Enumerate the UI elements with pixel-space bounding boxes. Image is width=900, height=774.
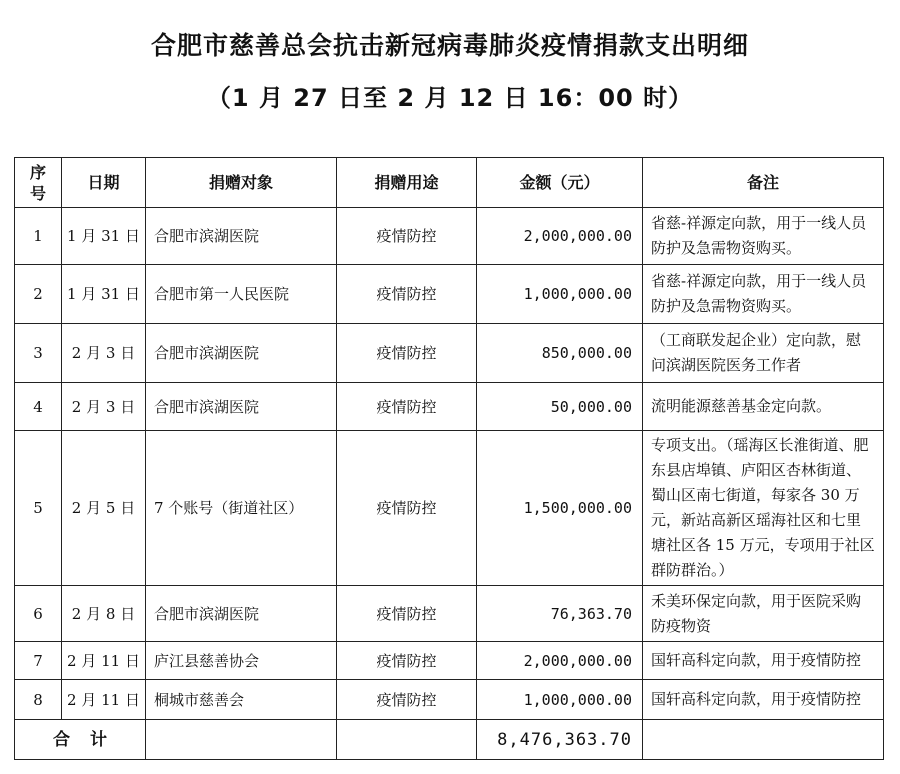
cell-note: 省慈-祥源定向款，用于一线人员防护及急需物资购买。 (643, 208, 884, 265)
cell-purpose: 疫情防控 (337, 265, 477, 324)
cell-date: 2 月 5 日 (62, 431, 146, 586)
cell-purpose: 疫情防控 (337, 586, 477, 642)
cell-date: 2 月 8 日 (62, 586, 146, 642)
cell-target: 庐江县慈善协会 (146, 642, 337, 680)
table-row (15, 383, 884, 431)
cell-amount: 2,000,000.00 (477, 642, 643, 680)
cell-target: 合肥市第一人民医院 (146, 265, 337, 324)
header-target: 捐赠对象 (146, 158, 337, 208)
cell-amount: 2,000,000.00 (477, 208, 643, 265)
cell-target: 合肥市滨湖医院 (146, 208, 337, 265)
cell-seq: 4 (15, 383, 62, 431)
cell-amount: 1,000,000.00 (477, 680, 643, 720)
table-header-row (15, 158, 884, 208)
table-row (15, 642, 884, 680)
total-empty-cell (337, 720, 477, 760)
total-label: 合计 (15, 720, 146, 760)
cell-purpose: 疫情防控 (337, 208, 477, 265)
cell-amount: 50,000.00 (477, 383, 643, 431)
header-amount: 金额（元） (477, 158, 643, 208)
cell-seq: 6 (15, 586, 62, 642)
cell-date: 1 月 31 日 (62, 208, 146, 265)
cell-seq: 8 (15, 680, 62, 720)
cell-note: 省慈-祥源定向款，用于一线人员防护及急需物资购买。 (643, 265, 884, 324)
cell-target: 合肥市滨湖医院 (146, 586, 337, 642)
cell-target: 桐城市慈善会 (146, 680, 337, 720)
cell-note: （工商联发起企业）定向款，慰问滨湖医院医务工作者 (643, 324, 884, 383)
cell-date: 2 月 11 日 (62, 680, 146, 720)
page-subtitle: （1 月 27 日至 2 月 12 日 16：00 时） (206, 84, 694, 112)
cell-note: 国轩高科定向款，用于疫情防控 (643, 680, 884, 720)
total-amount: 8,476,363.70 (477, 720, 643, 760)
cell-amount: 1,000,000.00 (477, 265, 643, 324)
cell-target: 合肥市滨湖医院 (146, 324, 337, 383)
cell-seq: 1 (15, 208, 62, 265)
cell-amount: 1,500,000.00 (477, 431, 643, 586)
cell-purpose: 疫情防控 (337, 680, 477, 720)
table-row (15, 680, 884, 720)
header-date: 日期 (62, 158, 146, 208)
table-row (15, 586, 884, 642)
cell-date: 2 月 3 日 (62, 324, 146, 383)
cell-note: 禾美环保定向款，用于医院采购防疫物资 (643, 586, 884, 642)
header-seq: 序 号 (15, 158, 62, 208)
table-row (15, 265, 884, 324)
table-row (15, 208, 884, 265)
total-row (15, 720, 884, 760)
cell-date: 2 月 11 日 (62, 642, 146, 680)
cell-purpose: 疫情防控 (337, 642, 477, 680)
header-purpose: 捐赠用途 (337, 158, 477, 208)
table-row (15, 324, 884, 383)
total-empty-cell (146, 720, 337, 760)
cell-date: 2 月 3 日 (62, 383, 146, 431)
cell-seq: 5 (15, 431, 62, 586)
cell-amount: 76,363.70 (477, 586, 643, 642)
cell-note: 流明能源慈善基金定向款。 (643, 383, 884, 431)
cell-amount: 850,000.00 (477, 324, 643, 383)
cell-target: 合肥市滨湖医院 (146, 383, 337, 431)
cell-seq: 7 (15, 642, 62, 680)
header-note: 备注 (643, 158, 884, 208)
donation-table (14, 157, 884, 760)
cell-purpose: 疫情防控 (337, 431, 477, 586)
cell-note: 国轩高科定向款，用于疫情防控 (643, 642, 884, 680)
cell-seq: 2 (15, 265, 62, 324)
table-row (15, 431, 884, 586)
page-title: 合肥市慈善总会抗击新冠病毒肺炎疫情捐款支出明细 (150, 31, 749, 60)
cell-date: 1 月 31 日 (62, 265, 146, 324)
cell-target: 7 个账号（街道社区） (146, 431, 337, 586)
cell-seq: 3 (15, 324, 62, 383)
cell-purpose: 疫情防控 (337, 383, 477, 431)
total-empty-cell (643, 720, 884, 760)
cell-note: 专项支出。（瑶海区长淮街道、肥东县店埠镇、庐阳区杏林街道、蜀山区南七街道，每家各 30 万元，新站高新区瑶海社区和七里塘社区各 15 万元，专项用于社区群防群治。） (643, 431, 884, 586)
cell-purpose: 疫情防控 (337, 324, 477, 383)
